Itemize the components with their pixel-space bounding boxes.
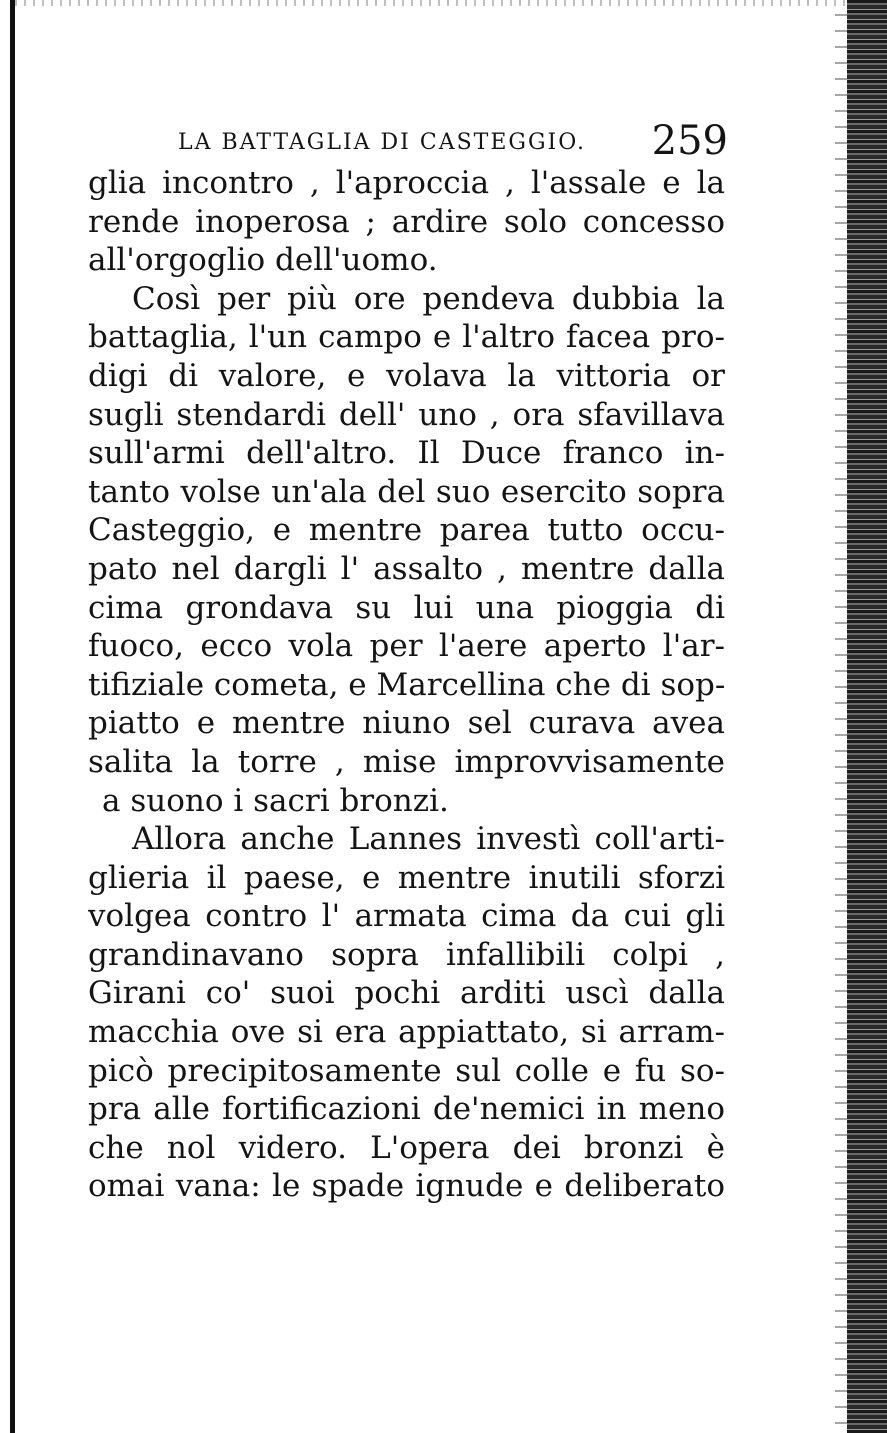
text-line: sull'armi dell'altro. Il Duce franco in- bbox=[88, 435, 725, 472]
page-header bbox=[178, 118, 728, 168]
text-line: piatto e mentre niuno sel curava avea bbox=[88, 705, 725, 742]
text-line: Allora anche Lannes investì coll'arti- bbox=[132, 821, 725, 858]
text-line: pra alle fortificazioni de'nemici in meno bbox=[88, 1091, 725, 1128]
text-line: pato nel dargli l' assalto , mentre dalla bbox=[88, 550, 725, 587]
text-line: tanto volse un'ala del suo esercito sopra bbox=[88, 473, 725, 510]
text-line: picò precipitosamente sul colle e fu so- bbox=[88, 1052, 725, 1089]
body-text bbox=[88, 164, 725, 1206]
text-line: omai vana: le spade ignude e deliberato bbox=[88, 1168, 725, 1205]
text-line: Casteggio, e mentre parea tutto occu- bbox=[88, 512, 725, 549]
text-line: battaglia, l'un campo e l'altro facea pro- bbox=[88, 319, 725, 356]
text-line: volgea contro l' armata cima da cui gli bbox=[88, 898, 725, 935]
text-line: macchia ove si era appiattato, si arram- bbox=[88, 1014, 725, 1051]
text-line: cima grondava su lui una pioggia di bbox=[88, 589, 725, 626]
text-line: glia incontro , l'aproccia , l'assale e la bbox=[88, 165, 725, 201]
running-title: LA BATTAGLIA DI CASTEGGIO. bbox=[178, 130, 586, 155]
binding-edge bbox=[10, 0, 15, 1433]
text-line: salita la torre , mise improvvisamente bbox=[88, 743, 725, 780]
text-line: grandinavano sopra infallibili colpi , bbox=[88, 936, 725, 973]
text-line: rende inoperosa ; ardire solo concesso bbox=[88, 203, 725, 240]
text-line: Girani co' suoi pochi arditi uscì dalla bbox=[88, 975, 725, 1012]
text-line: a suono i sacri bronzi. bbox=[102, 782, 449, 819]
text-line: sugli stendardi dell' uno , ora sfavillava bbox=[88, 396, 725, 433]
page-gutter-edge bbox=[847, 0, 887, 1433]
text-line: Così per più ore pendeva dubbia la bbox=[132, 280, 725, 317]
text-line: fuoco, ecco vola per l'aere aperto l'ar- bbox=[88, 628, 725, 665]
scan-noise-top bbox=[15, 0, 847, 6]
text-line: digi di valore, e volava la vittoria or bbox=[88, 357, 725, 394]
text-line: all'orgoglio dell'uomo. bbox=[88, 242, 438, 279]
text-line: che nol videro. L'opera dei bronzi è bbox=[88, 1129, 725, 1166]
text-line: glieria il paese, e mentre inutili sforzi bbox=[88, 859, 725, 896]
page-number: 259 bbox=[651, 118, 728, 164]
text-line: tifiziale cometa, e Marcellina che di sop- bbox=[88, 666, 725, 703]
